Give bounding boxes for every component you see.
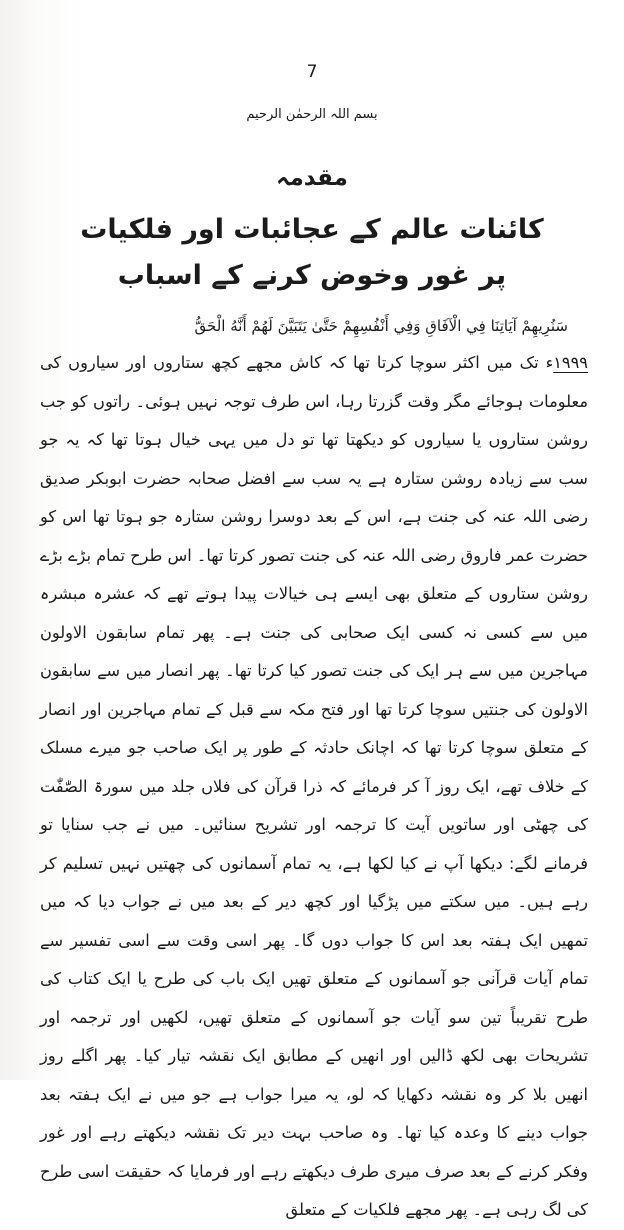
body-paragraph — [40, 344, 588, 1230]
quran-verse: سَنُرِيهِمْ آيَاتِنَا فِي الْآفَاقِ وَفِي أَنْفُسِهِمْ حَتَّىٰ يَتَبَيَّنَ لَهُمْ أَنَّهُ الْحَقُّ — [194, 317, 568, 335]
paragraph-text: ء تک میں اکثر سوچا کرتا تھا کہ کاش مجھے کچھ ستاروں اور سیاروں کی معلومات ہوجائے مگر وقت گزرتا رہا، اس طرف توجہ نہیں ہوئی۔ راتوں کو جب روشن ستاروں یا سیاروں کو دیکھتا تھا تو دل میں یہی خیال ہوتا تھا کہ یہ جو سب سے زیادہ روشن ستارہ ہے یہ سب سے افضل صحابہ حضرت ابوبکر صدیق رضی اللہ عنہ کی جنت ہے، اس کے بعد دوسرا روشن ستارہ جو ہوتا تھا اس کو حضرت عمر فاروق رضی اللہ عنہ کی جنت تصور کرتا تھا۔ اس طرح تمام بڑے بڑے روشن ستاروں کے متعلق بھی ایسے ہی خیالات پیدا ہوتے تھے کہ عشرہ مبشرہ میں سے کسی نہ کسی ایک صحابی کی جنت ہے۔ پھر تمام سابقون الاولون مہاجرین میں سے ہر ایک کی جنت تصور کیا کرتا تھا۔ پھر انصار میں سے سابقون الاولون کی جنتیں سوچا کرتا تھا اور فتح مکہ سے قبل کے تمام مہاجرین اور انصار کے متعلق سوچا کرتا تھا کہ اچانک حادثہ کے طور پر ایک صاحب جو میرے مسلک کے خلاف تھے، ایک روز آ کر فرمائے کہ ذرا قرآن کی فلاں جلد میں سورۃ الصّٰفّٰت کی چھٹی اور ساتویں آیت کا ترجمہ اور تشریح سنائیں۔ میں نے جب سنایا تو فرمانے لگے: دیکھا آپ نے کیا لکھا ہے، یہ تمام آسمانوں کی چھتیں نہیں تسلیم کر رہے ہیں۔ میں سکتے میں پڑگیا اور کچھ دیر کے بعد میں نے جواب دیا کہ میں تمھیں ایک ہفتہ بعد اس کا جواب دوں گا۔ پھر اسی وقت سے اسی تفسیر سے تمام آیات قرآنی جو آسمانوں کے متعلق تھیں ایک باب کی طرح یا ایک کتاب کی طرح تقریباً تین سو آیات جو آسمانوں کے متعلق تھیں، لکھیں اور ترجمہ اور تشریحات بھی لکھ ڈالیں اور انھیں کے مطابق ایک نقشہ تیار کیا۔ پھر اگلے روز انھیں بلا کر وہ نقشہ دکھایا کہ لو، یہ میرا جواب ہے جو میں نے ایک ہفتہ بعد جواب دینے کا وعدہ کیا تھا۔ وہ صاحب بہت دیر تک نقشہ دیکھتے رہے اور غور وفکر کرنے کے بعد صرف میری طرف دیکھتے رہے اور فرمایا کہ حقیقت اسی طرح کی لگ رہی ہے۔ پھر مجھے فلکیات کے متعلق — [40, 353, 588, 1219]
basmala: بسم اللہ الرحمٰن الرحیم — [246, 107, 378, 122]
page-number: 7 — [306, 62, 318, 82]
section-heading: مقدمہ — [276, 165, 348, 191]
year-text: ۱۹۹۹ — [553, 353, 588, 372]
chapter-title-line-2: پر غور وخوض کرنے کے اسباب — [117, 260, 507, 291]
chapter-title-line-1: کائنات عالم کے عجائبات اور فلکیات — [80, 214, 544, 245]
